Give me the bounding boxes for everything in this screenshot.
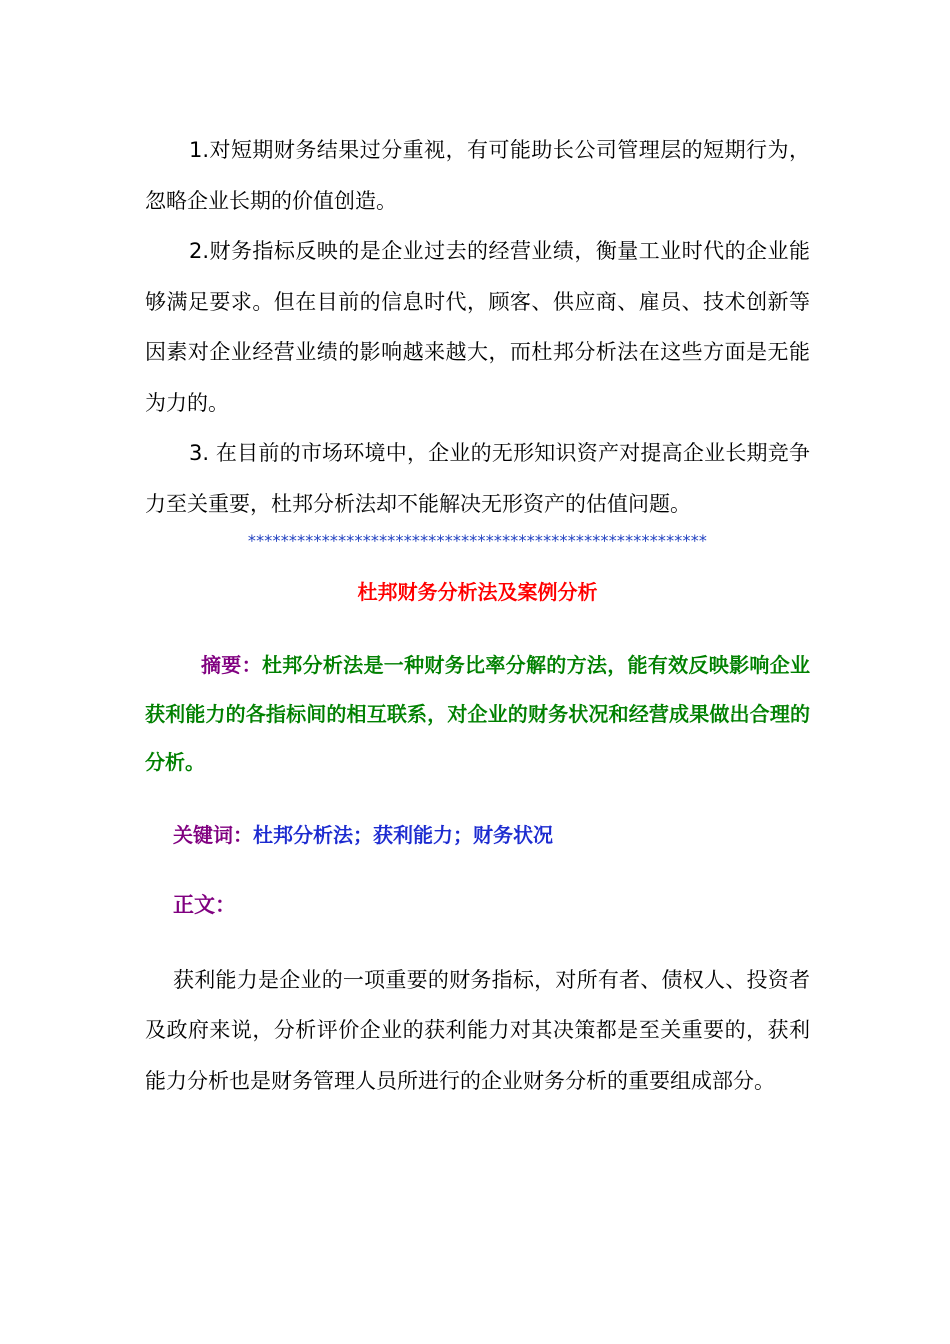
asterisk-divider: ******************************************************** <box>247 531 708 550</box>
point-2: 2.财务指标反映的是企业过去的经营业绩，衡量工业时代的企业能够满足要求。但在目前的信息时代，顾客、供应商、雇员、技术创新等因素对企业经营业绩的影响越来越大，而杜邦分析法在这些方面是无能为力的。 <box>145 239 810 415</box>
point-3: 3. 在目前的市场环境中，企业的无形知识资产对提高企业长期竞争力至关重要，杜邦分析法却不能解决无形资产的估值问题。 <box>145 441 810 516</box>
body-paragraph: 获利能力是企业的一项重要的财务指标，对所有者、债权人、投资者及政府来说，分析评价企业的获利能力对其决策都是至关重要的，获利能力分析也是财务管理人员所进行的企业财务分析的重要组成部分。 <box>145 967 810 1093</box>
article-title: 杜邦财务分析法及案例分析 <box>357 580 598 604</box>
document-page <box>145 125 810 1106</box>
keywords <box>173 815 810 855</box>
abstract-text: 杜邦分析法是一种财务比率分解的方法，能有效反映影响企业获利能力的各指标间的相互联系，对企业的财务状况和经营成果做出合理的分析。 <box>145 653 811 774</box>
keywords-label: 关键词： <box>173 822 253 847</box>
point-1: 1.对短期财务结果过分重视，有可能助长公司管理层的短期行为，忽略企业长期的价值创造。 <box>145 138 810 213</box>
section-heading-body: 正文： <box>173 892 236 917</box>
abstract-label: 摘要： <box>201 653 262 677</box>
keywords-text: 杜邦分析法；获利能力；财务状况 <box>253 822 553 847</box>
abstract <box>145 641 810 787</box>
